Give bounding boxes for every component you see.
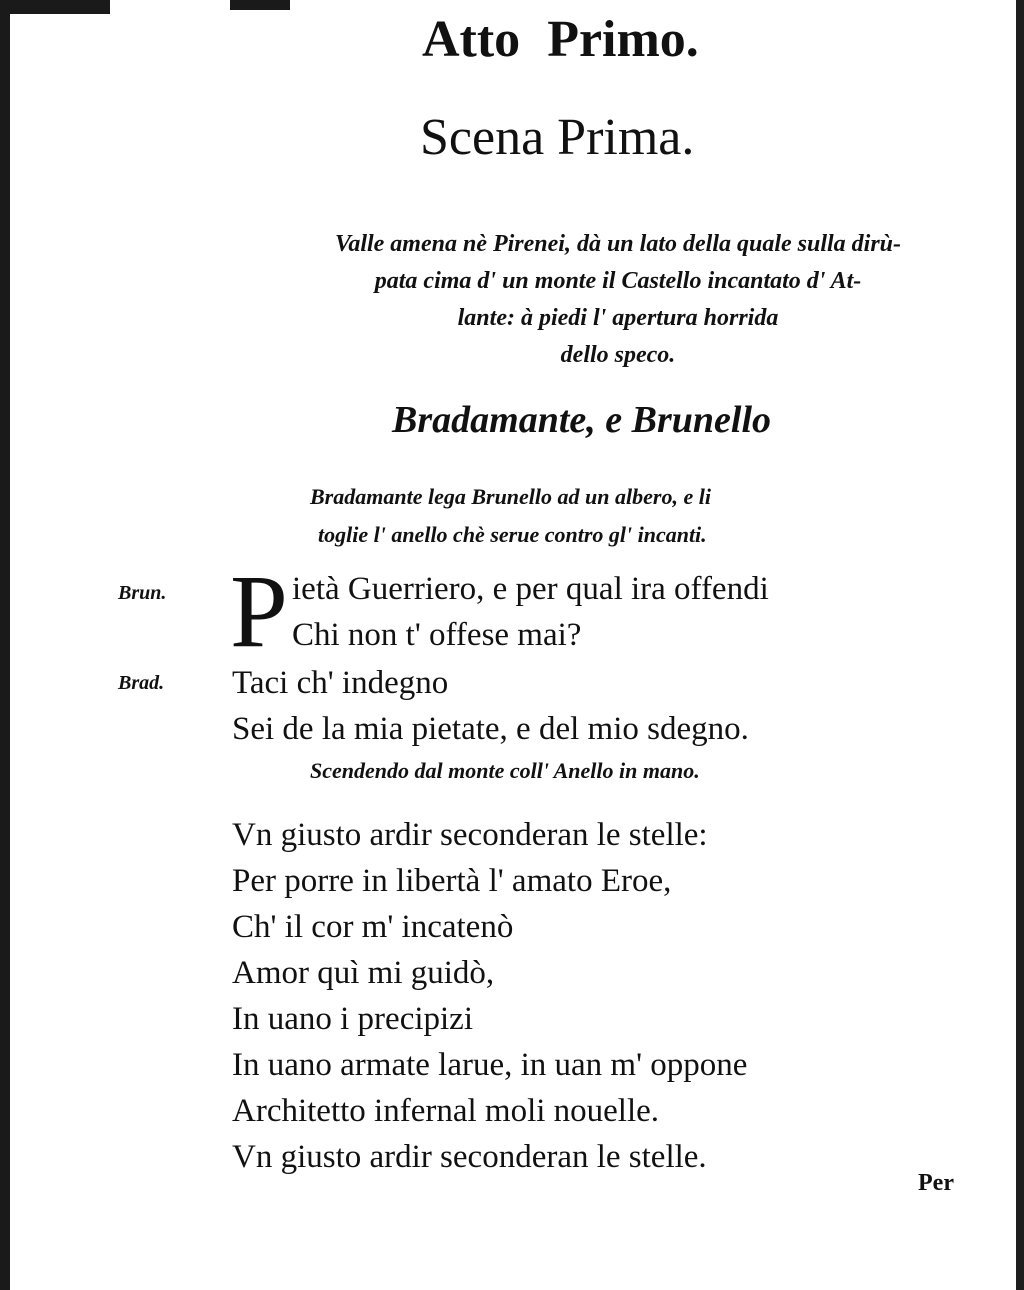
- drop-cap: P: [230, 554, 288, 669]
- verse-line: In uano armate larue, in uan m' oppone: [232, 1047, 748, 1083]
- scan-border-top: [0, 0, 110, 14]
- verse-line: Ch' il cor m' incatenò: [232, 909, 514, 945]
- verse-line: Taci ch' indegno: [232, 665, 449, 701]
- scan-border-top-fragment: [230, 0, 290, 10]
- speaker-brad: Brad.: [118, 672, 165, 694]
- action-line: toglie l' anello chè serue contro gl' incanti.: [318, 522, 707, 547]
- action-direction: [310, 478, 910, 554]
- verse-line: Vn giusto ardir seconderan le stelle.: [232, 1139, 707, 1175]
- stage-direction-line: lante: à piedi l' apertura horrida: [457, 305, 779, 331]
- verse-line: Sei de la mia pietate, e del mio sdegno.: [232, 711, 749, 747]
- act-heading-number: Primo.: [547, 11, 699, 68]
- scan-border-left: [0, 0, 10, 1290]
- act-heading: [330, 10, 830, 69]
- verse-line: Architetto infernal moli nouelle.: [232, 1093, 660, 1129]
- act-heading-word: Atto: [422, 11, 521, 68]
- characters-list: Bradamante, e Brunello: [392, 399, 771, 441]
- scan-border-right: [1016, 0, 1024, 1290]
- verse-line: In uano i precipizi: [232, 1001, 473, 1037]
- action-line: Bradamante lega Brunello ad un albero, e li: [310, 484, 711, 509]
- stage-direction-line: pata cima d' un monte il Castello incantato d' At-: [374, 268, 862, 294]
- stage-direction-line: dello speco.: [560, 342, 676, 368]
- stage-direction-line: Valle amena nè Pirenei, dà un lato della quale sulla dirù-: [334, 231, 902, 257]
- inline-stage-direction: Scendendo dal monte coll' Anello in mano.: [310, 758, 700, 783]
- verse-line: Amor quì mi guidò,: [232, 955, 495, 991]
- scene-heading: Scena Prima.: [420, 109, 695, 166]
- verse-line: ietà Guerriero, e per qual ira offendi: [292, 571, 769, 607]
- catchword: Per: [918, 1170, 954, 1196]
- verse-line: Chi non t' offese mai?: [292, 617, 582, 653]
- stage-direction: [268, 226, 968, 374]
- verse-line: Per porre in libertà l' amato Eroe,: [232, 863, 672, 899]
- verse-line: Vn giusto ardir seconderan le stelle:: [232, 817, 708, 853]
- speaker-brun: Brun.: [118, 582, 167, 604]
